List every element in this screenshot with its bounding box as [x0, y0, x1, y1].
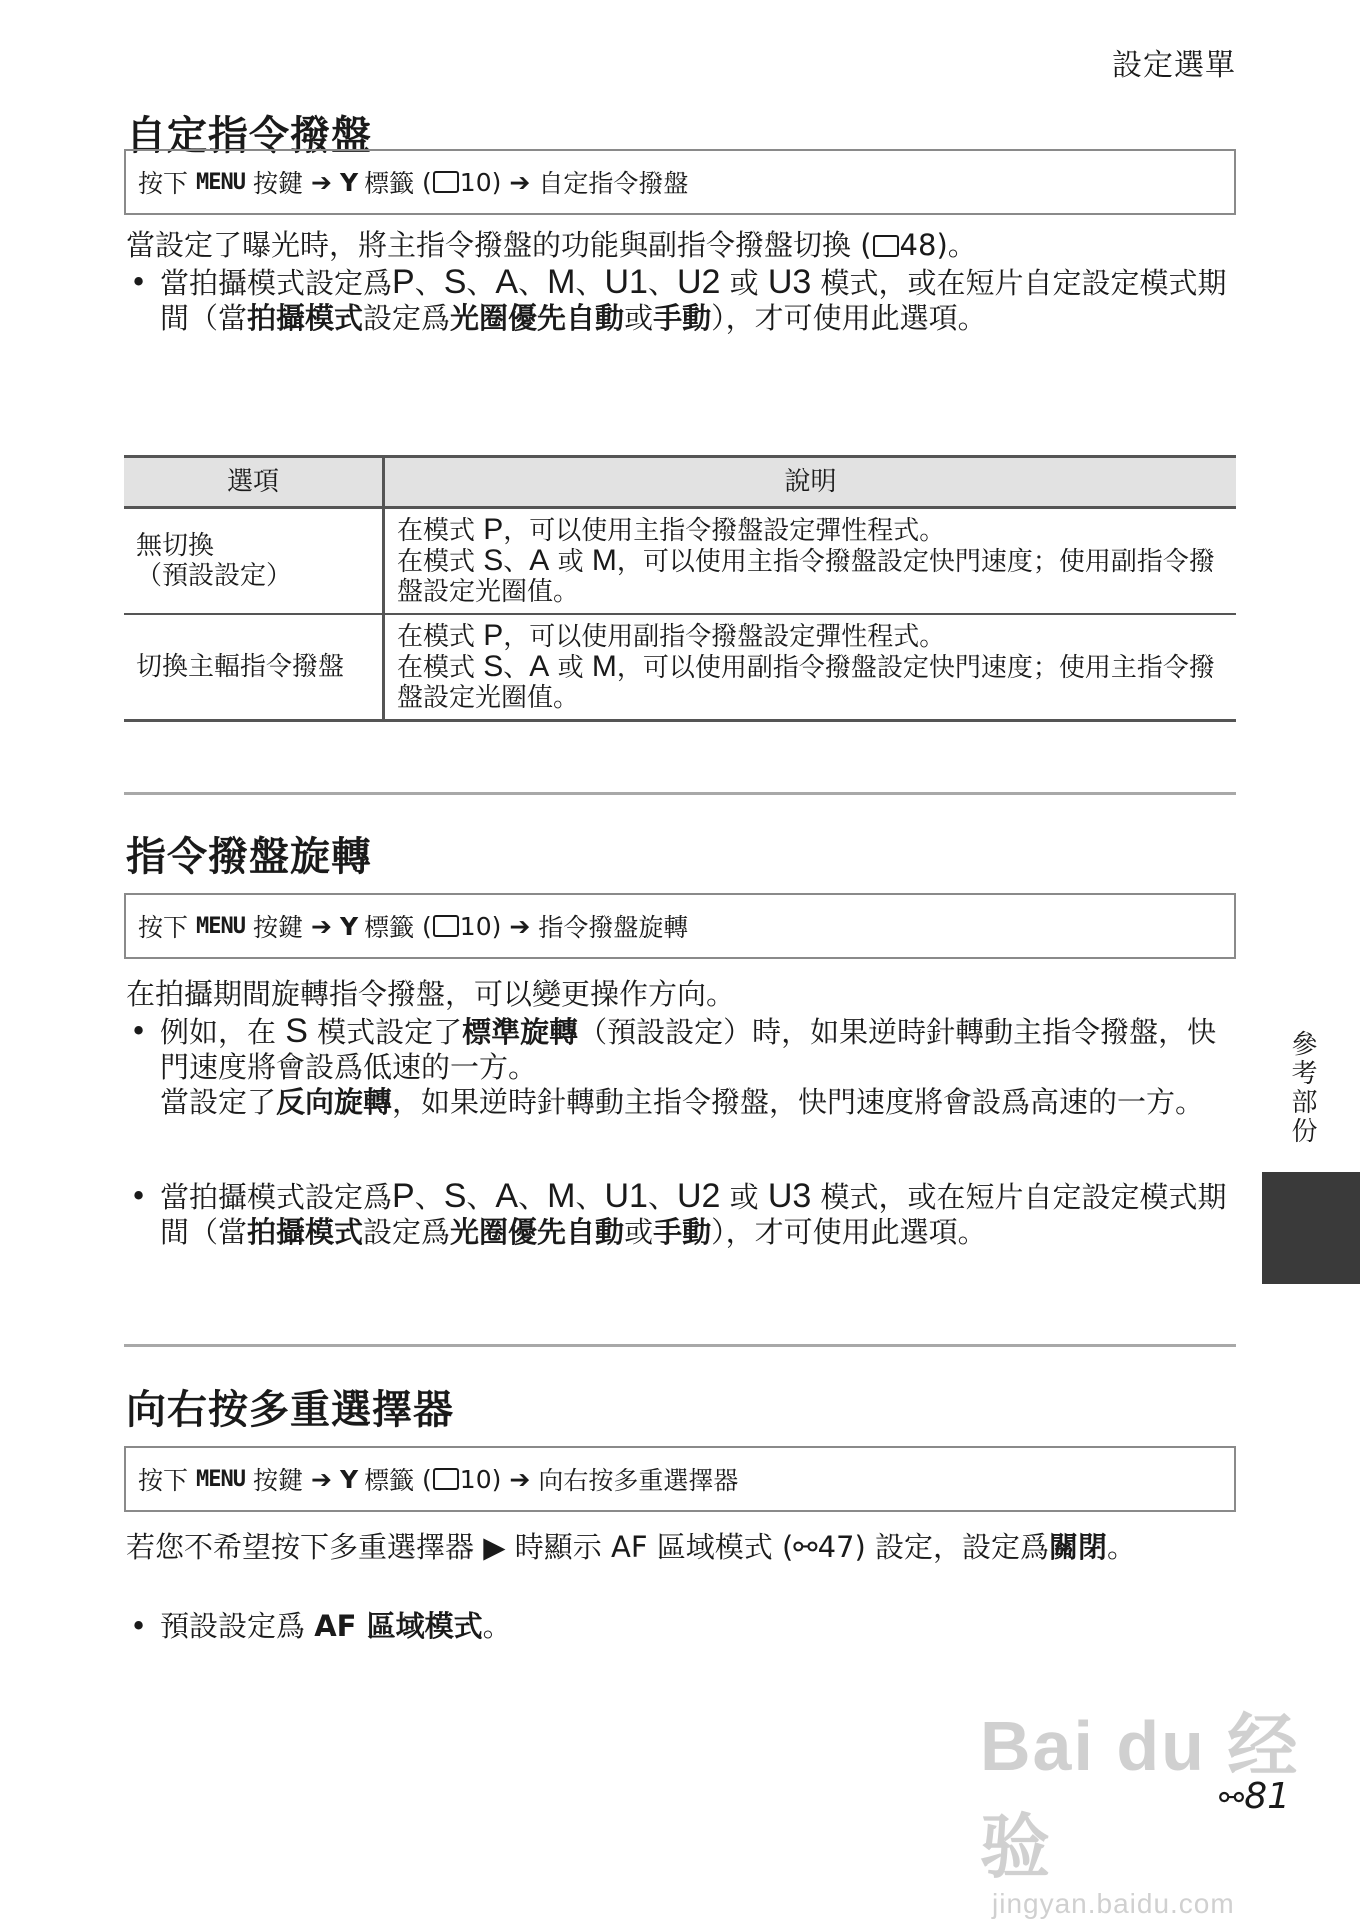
bullet-icon: • [130, 1014, 148, 1048]
arrow-icon: ➔ [311, 1464, 332, 1494]
section-title-custom-dials: 自定指令撥盤 [126, 113, 372, 159]
section2-bullet-2: • 當拍攝模式設定爲P、S、A、M、U1、U2 或 U3 模式，或在短片自定設定模式期間（當拍攝模式設定爲光圈優先自動或手動），才可使用此選項。 [130, 1177, 1227, 1249]
menu-label: MENU [196, 913, 245, 939]
section3-bullet: • 預設設定爲 AF 區域模式。 [130, 1609, 512, 1643]
book-icon [873, 235, 899, 257]
book-icon [433, 171, 459, 193]
table-header-option: 選項 [124, 457, 384, 508]
path-tab-text: 標籤 [364, 169, 415, 198]
section3-intro: 若您不希望按下多重選擇器 ▶ 時顯示 AF 區域模式 (⚯47) 設定，設定爲關閉。 [126, 1530, 1137, 1564]
binoculars-icon: ⚯ [793, 1530, 818, 1564]
table-cell-option: 無切換 （預設設定） [124, 508, 384, 615]
wrench-icon: Y [339, 911, 359, 941]
menu-path-box: 按下 MENU 按鍵 ➔ Y 標籤 ( 10) ➔ 指令撥盤旋轉 [124, 893, 1236, 959]
watermark-brand: Bai du 经验 [980, 1707, 1300, 1886]
table-cell-option: 切換主輻指令撥盤 [124, 614, 384, 721]
bullet-icon: • [130, 1609, 148, 1643]
bullet-icon: • [130, 1179, 148, 1213]
wrench-icon: Y [339, 1464, 359, 1494]
running-header: 設定選單 [1112, 48, 1236, 83]
path-target: 自定指令撥盤 [538, 169, 689, 198]
arrow-icon: ➔ [311, 167, 332, 197]
table-row [124, 614, 1236, 721]
path-target: 指令撥盤旋轉 [538, 913, 689, 942]
arrow-icon: ➔ [509, 911, 531, 941]
menu-label: MENU [196, 1466, 245, 1492]
path-button-text: 按鍵 [253, 169, 304, 198]
right-triangle-icon: ▶ [483, 1530, 506, 1564]
menu-label: MENU [196, 169, 245, 195]
binoculars-icon: ⚯ [1219, 1781, 1245, 1816]
book-icon [433, 915, 459, 937]
menu-path-box: 按下 MENU 按鍵 ➔ Y 標籤 ( 10) ➔ 向右按多重選擇器 [124, 1446, 1236, 1512]
path-target: 向右按多重選擇器 [538, 1466, 739, 1495]
section1-bullet: • 當拍攝模式設定爲P、S、A、M、U1、U2 或 U3 模式，或在短片自定設定模式期間（當拍攝模式設定爲光圈優先自動或手動），才可使用此選項。 [130, 263, 1227, 335]
table-header-row [124, 457, 1236, 508]
arrow-icon: ➔ [509, 1464, 531, 1494]
section2-bullet-1: • 例如，在 S 模式設定了標準旋轉（預設設定）時，如果逆時針轉動主指令撥盤，快門速度將會設爲低速的一方。 當設定了反向旋轉，如果逆時針轉動主指令撥盤，快門速度將會設爲高速的一方。 [130, 1012, 1217, 1119]
book-icon [433, 1468, 459, 1490]
watermark-url: jingyan.baidu.com [992, 1888, 1235, 1919]
section2-intro: 在拍攝期間旋轉指令撥盤，可以變更操作方向。 [126, 977, 736, 1011]
table-header-description: 說明 [384, 457, 1237, 508]
section-divider [124, 792, 1236, 795]
section-title-multi-selector-right: 向右按多重選擇器 [126, 1387, 454, 1433]
section-divider [124, 1344, 1236, 1347]
options-table [124, 455, 1236, 722]
side-tab-label: 參考部份 [1287, 1030, 1317, 1146]
section1-intro: 當設定了曝光時，將主指令撥盤的功能與副指令撥盤切換 ( 48)。 [126, 228, 977, 262]
table-cell-description: 在模式 P，可以使用主指令撥盤設定彈性程式。 在模式 S、A 或 M，可以使用主指令撥盤設定快門速度；使用副指令撥盤設定光圈值。 [384, 508, 1237, 615]
watermark [980, 1690, 1360, 1920]
ref-page: 10 [459, 167, 492, 197]
side-tab-marker [1262, 1172, 1360, 1284]
table-cell-description: 在模式 P，可以使用副指令撥盤設定彈性程式。 在模式 S、A 或 M，可以使用副指令撥盤設定快門速度；使用主指令撥盤設定光圈值。 [384, 614, 1237, 721]
path-press-text: 按下 [138, 169, 189, 198]
bullet-icon: • [130, 265, 148, 299]
page-number: ⚯81 [1219, 1776, 1290, 1817]
table-row [124, 508, 1236, 615]
arrow-icon: ➔ [509, 167, 531, 197]
wrench-icon: Y [339, 167, 359, 197]
section-title-dial-rotation: 指令撥盤旋轉 [126, 834, 372, 880]
menu-path-box: 按下 MENU 按鍵 ➔ Y 標籤 ( 10) ➔ 自定指令撥盤 [124, 149, 1236, 215]
arrow-icon: ➔ [311, 911, 332, 941]
